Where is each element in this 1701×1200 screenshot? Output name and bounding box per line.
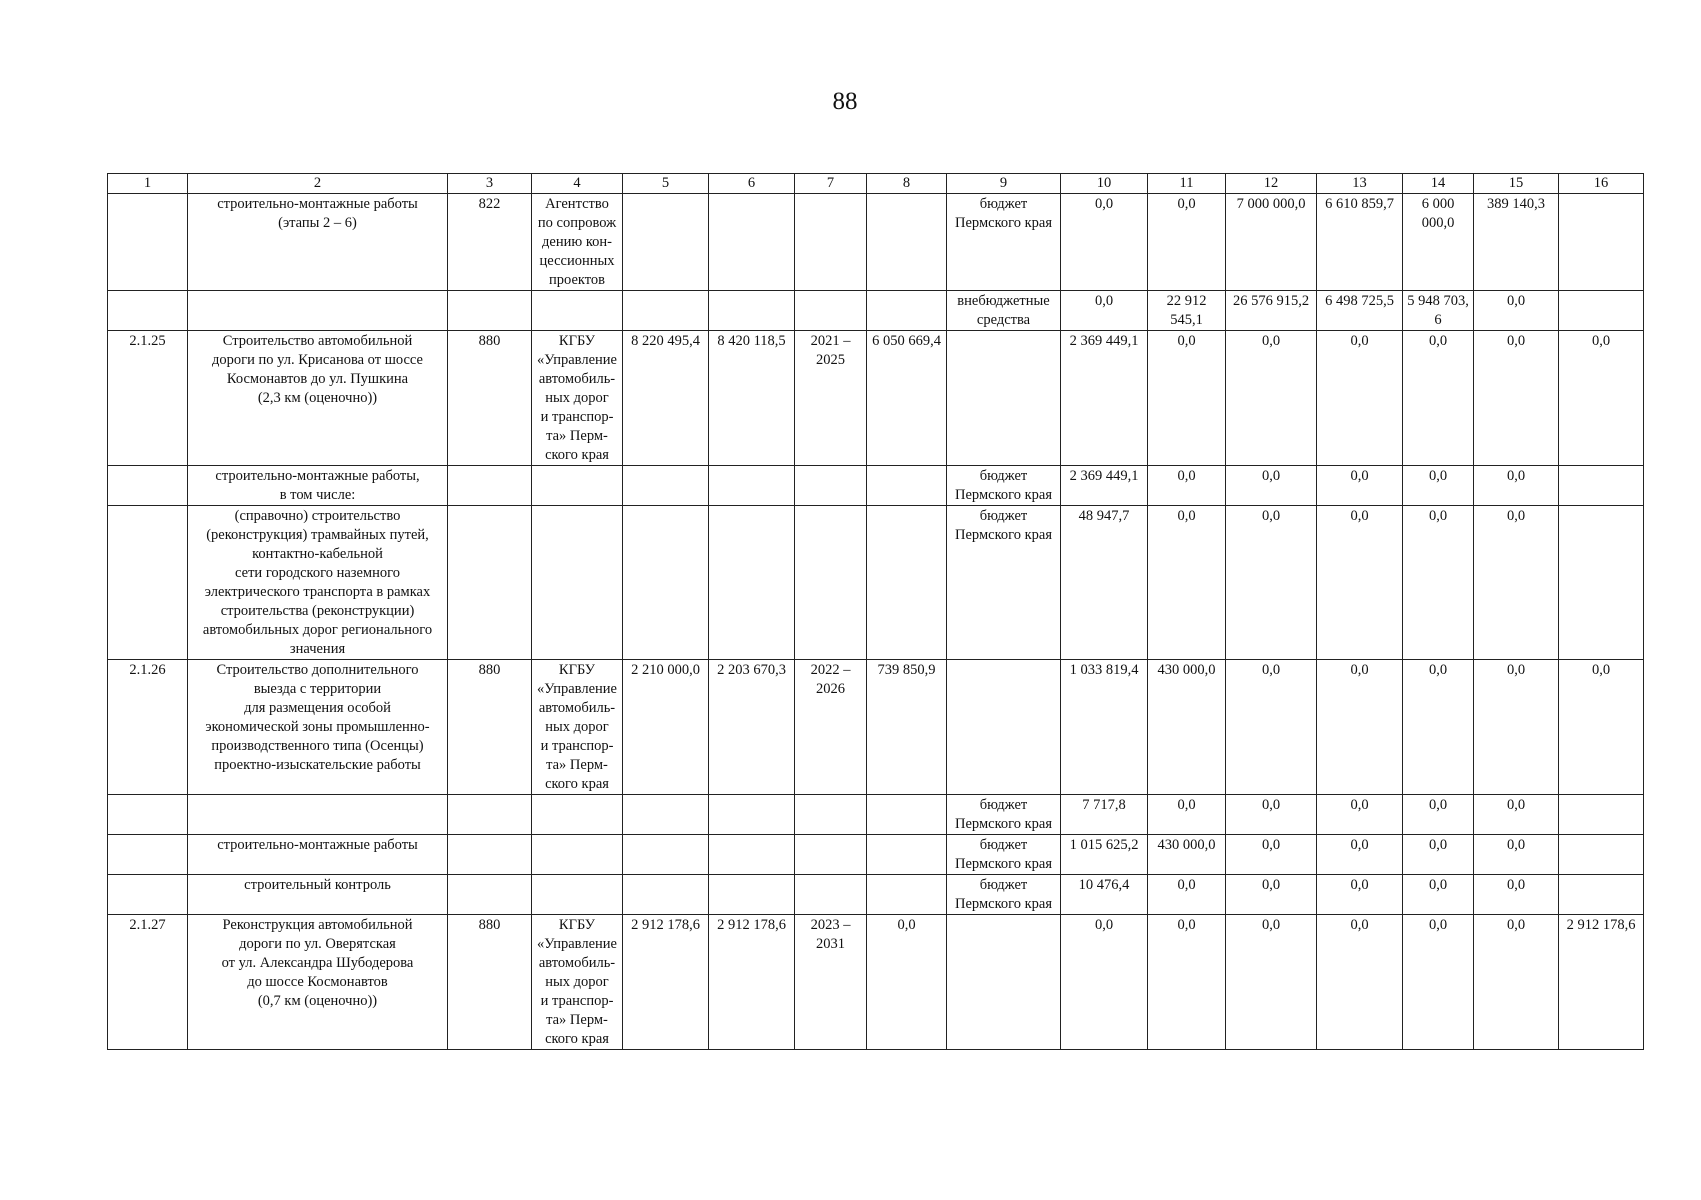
executor-agency: [532, 835, 623, 875]
item-name: строительно-монтажные работы (этапы 2 – 6): [188, 194, 448, 291]
funding-source: бюджет Пермского края: [947, 835, 1061, 875]
cost-cell: [623, 466, 709, 506]
amount-cell: 0,0: [1403, 331, 1474, 466]
item-number: 2.1.27: [108, 915, 188, 1050]
amount-cell: [1559, 291, 1644, 331]
item-number: [108, 291, 188, 331]
table-row: [108, 835, 1644, 875]
period-cell: [795, 795, 867, 835]
amount-cell: 0,0: [1226, 875, 1317, 915]
cost-cell: [623, 506, 709, 660]
item-number: [108, 194, 188, 291]
amount-cell: 0,0: [1226, 915, 1317, 1050]
executor-agency: [532, 795, 623, 835]
budget-code: [448, 875, 532, 915]
amount-cell: 48 947,7: [1061, 506, 1148, 660]
item-name: Строительство автомобильной дороги по ул. Крисанова от шоссе Космонавтов до ул. Пушкина (2,3 км (оценочно)): [188, 331, 448, 466]
cost-cell: [623, 835, 709, 875]
amount-cell: 0,0: [1403, 795, 1474, 835]
amount-cell: 0,0: [1474, 835, 1559, 875]
amount-cell: 0,0: [1226, 660, 1317, 795]
item-name: Реконструкция автомобильной дороги по ул. Оверятская от ул. Александра Шубодерова до шоссе Космонавтов (0,7 км (оценочно)): [188, 915, 448, 1050]
amount-cell: 0,0: [1474, 466, 1559, 506]
amount-cell: 0,0: [1474, 331, 1559, 466]
table-row: [108, 875, 1644, 915]
amount-cell: 0,0: [1317, 875, 1403, 915]
period-cell: [795, 506, 867, 660]
cost-cell: [623, 795, 709, 835]
cost-cell: [709, 506, 795, 660]
cost-cell: 6 050 669,4: [867, 331, 947, 466]
item-number: [108, 506, 188, 660]
funding-source: бюджет Пермского края: [947, 875, 1061, 915]
table-row: [108, 466, 1644, 506]
executor-agency: [532, 506, 623, 660]
amount-cell: 0,0: [1148, 331, 1226, 466]
cost-cell: [623, 291, 709, 331]
amount-cell: 0,0: [1403, 660, 1474, 795]
budget-code: 880: [448, 331, 532, 466]
column-header: 14: [1403, 174, 1474, 194]
column-header: 7: [795, 174, 867, 194]
amount-cell: 0,0: [1226, 466, 1317, 506]
cost-cell: [623, 875, 709, 915]
column-header: 4: [532, 174, 623, 194]
cost-cell: [709, 291, 795, 331]
amount-cell: 0,0: [1226, 331, 1317, 466]
amount-cell: 0,0: [1403, 875, 1474, 915]
amount-cell: 0,0: [1559, 660, 1644, 795]
amount-cell: 2 912 178,6: [1559, 915, 1644, 1050]
amount-cell: [1559, 506, 1644, 660]
period-cell: [795, 194, 867, 291]
column-header: 15: [1474, 174, 1559, 194]
amount-cell: 0,0: [1148, 795, 1226, 835]
amount-cell: 0,0: [1317, 915, 1403, 1050]
funding-source: бюджет Пермского края: [947, 506, 1061, 660]
cost-cell: [867, 506, 947, 660]
funding-source: [947, 915, 1061, 1050]
amount-cell: 0,0: [1559, 331, 1644, 466]
cost-cell: 2 210 000,0: [623, 660, 709, 795]
amount-cell: 0,0: [1226, 795, 1317, 835]
cost-cell: [709, 835, 795, 875]
amount-cell: 22 912 545,1: [1148, 291, 1226, 331]
amount-cell: 2 369 449,1: [1061, 466, 1148, 506]
period-cell: [795, 291, 867, 331]
table-row: [108, 795, 1644, 835]
amount-cell: 2 369 449,1: [1061, 331, 1148, 466]
executor-agency: [532, 466, 623, 506]
amount-cell: 5 948 703, 6: [1403, 291, 1474, 331]
funding-source: [947, 660, 1061, 795]
executor-agency: [532, 875, 623, 915]
cost-cell: [709, 795, 795, 835]
item-name: [188, 291, 448, 331]
item-name: строительно-монтажные работы, в том числе:: [188, 466, 448, 506]
column-header: 5: [623, 174, 709, 194]
cost-cell: 2 912 178,6: [623, 915, 709, 1050]
amount-cell: 0,0: [1474, 915, 1559, 1050]
table-row: [108, 331, 1644, 466]
item-number: 2.1.25: [108, 331, 188, 466]
amount-cell: 6 610 859,7: [1317, 194, 1403, 291]
budget-code: 822: [448, 194, 532, 291]
amount-cell: 0,0: [1317, 795, 1403, 835]
column-header: 13: [1317, 174, 1403, 194]
column-header: 2: [188, 174, 448, 194]
amount-cell: 0,0: [1403, 915, 1474, 1050]
column-header: 6: [709, 174, 795, 194]
amount-cell: 0,0: [1317, 835, 1403, 875]
cost-cell: 8 220 495,4: [623, 331, 709, 466]
amount-cell: 0,0: [1317, 506, 1403, 660]
executor-agency: [532, 291, 623, 331]
amount-cell: 0,0: [1061, 291, 1148, 331]
amount-cell: 0,0: [1317, 660, 1403, 795]
page-number: 88: [832, 88, 858, 115]
amount-cell: 0,0: [1061, 194, 1148, 291]
period-cell: [795, 835, 867, 875]
cost-cell: [709, 875, 795, 915]
funding-source: внебюджетные средства: [947, 291, 1061, 331]
period-cell: [795, 875, 867, 915]
amount-cell: 0,0: [1148, 506, 1226, 660]
cost-cell: [623, 194, 709, 291]
cost-cell: [867, 194, 947, 291]
column-header: 9: [947, 174, 1061, 194]
cost-cell: [867, 875, 947, 915]
executor-agency: Агентство по сопровож дению кон- цессионных проектов: [532, 194, 623, 291]
amount-cell: 10 476,4: [1061, 875, 1148, 915]
cost-cell: [709, 194, 795, 291]
column-header: 10: [1061, 174, 1148, 194]
amount-cell: 0,0: [1403, 835, 1474, 875]
amount-cell: 0,0: [1474, 291, 1559, 331]
cost-cell: [709, 466, 795, 506]
budget-code: 880: [448, 915, 532, 1050]
amount-cell: 0,0: [1317, 466, 1403, 506]
amount-cell: [1559, 466, 1644, 506]
period-cell: 2021 – 2025: [795, 331, 867, 466]
executor-agency: КГБУ «Управление автомобиль- ных дорог и транспор- та» Перм- ского края: [532, 915, 623, 1050]
cost-cell: 2 203 670,3: [709, 660, 795, 795]
amount-cell: 1 033 819,4: [1061, 660, 1148, 795]
item-name: Строительство дополнительного выезда с территории для размещения особой экономической зоны промышленно- производственного типа (Осенцы) проектно-изыскательские работы: [188, 660, 448, 795]
item-name: строительный контроль: [188, 875, 448, 915]
funding-source: бюджет Пермского края: [947, 795, 1061, 835]
period-cell: 2023 – 2031: [795, 915, 867, 1050]
table-row: [108, 291, 1644, 331]
cost-cell: [867, 835, 947, 875]
amount-cell: 0,0: [1474, 795, 1559, 835]
amount-cell: 0,0: [1226, 835, 1317, 875]
table-row: [108, 915, 1644, 1050]
cost-cell: [867, 466, 947, 506]
amount-cell: 0,0: [1474, 875, 1559, 915]
budget-code: [448, 466, 532, 506]
cost-cell: [867, 291, 947, 331]
item-number: [108, 835, 188, 875]
budget-code: [448, 506, 532, 660]
budget-code: [448, 291, 532, 331]
amount-cell: 430 000,0: [1148, 660, 1226, 795]
amount-cell: 0,0: [1226, 506, 1317, 660]
period-cell: 2022 – 2026: [795, 660, 867, 795]
amount-cell: 7 000 000,0: [1226, 194, 1317, 291]
column-header: 1: [108, 174, 188, 194]
column-number-row: [108, 174, 1644, 194]
amount-cell: 0,0: [1148, 466, 1226, 506]
amount-cell: 0,0: [1403, 466, 1474, 506]
column-header: 12: [1226, 174, 1317, 194]
amount-cell: 389 140,3: [1474, 194, 1559, 291]
column-header: 8: [867, 174, 947, 194]
cost-cell: 0,0: [867, 915, 947, 1050]
cost-cell: 2 912 178,6: [709, 915, 795, 1050]
amount-cell: 0,0: [1474, 506, 1559, 660]
budget-code: 880: [448, 660, 532, 795]
period-cell: [795, 466, 867, 506]
funding-source: бюджет Пермского края: [947, 194, 1061, 291]
cost-cell: [867, 795, 947, 835]
amount-cell: 6 000 000,0: [1403, 194, 1474, 291]
table-row: [108, 660, 1644, 795]
budget-code: [448, 835, 532, 875]
executor-agency: КГБУ «Управление автомобиль- ных дорог и транспор- та» Перм- ского края: [532, 660, 623, 795]
table-body: [108, 194, 1644, 1050]
amount-cell: 1 015 625,2: [1061, 835, 1148, 875]
table-row: [108, 194, 1644, 291]
amount-cell: [1559, 194, 1644, 291]
executor-agency: КГБУ «Управление автомобиль- ных дорог и транспор- та» Перм- ского края: [532, 331, 623, 466]
amount-cell: 7 717,8: [1061, 795, 1148, 835]
item-name: [188, 795, 448, 835]
funding-source: бюджет Пермского края: [947, 466, 1061, 506]
amount-cell: [1559, 835, 1644, 875]
item-number: [108, 795, 188, 835]
cost-cell: 739 850,9: [867, 660, 947, 795]
amount-cell: 0,0: [1148, 194, 1226, 291]
amount-cell: 0,0: [1317, 331, 1403, 466]
item-name: (справочно) строительство (реконструкция) трамвайных путей, контактно-кабельной сети городского наземного электрического транспорта в рамках строительства (реконструкции) автомобильных дорог регионального значения: [188, 506, 448, 660]
table-row: [108, 506, 1644, 660]
column-header: 3: [448, 174, 532, 194]
amount-cell: 26 576 915,2: [1226, 291, 1317, 331]
amount-cell: 0,0: [1148, 875, 1226, 915]
item-number: [108, 875, 188, 915]
item-number: 2.1.26: [108, 660, 188, 795]
budget-table: [107, 173, 1644, 1050]
amount-cell: 0,0: [1403, 506, 1474, 660]
cost-cell: 8 420 118,5: [709, 331, 795, 466]
amount-cell: 0,0: [1061, 915, 1148, 1050]
column-header: 16: [1559, 174, 1644, 194]
budget-code: [448, 795, 532, 835]
amount-cell: [1559, 875, 1644, 915]
amount-cell: 0,0: [1148, 915, 1226, 1050]
item-number: [108, 466, 188, 506]
amount-cell: 430 000,0: [1148, 835, 1226, 875]
column-header: 11: [1148, 174, 1226, 194]
funding-source: [947, 331, 1061, 466]
item-name: строительно-монтажные работы: [188, 835, 448, 875]
amount-cell: 0,0: [1474, 660, 1559, 795]
amount-cell: [1559, 795, 1644, 835]
amount-cell: 6 498 725,5: [1317, 291, 1403, 331]
